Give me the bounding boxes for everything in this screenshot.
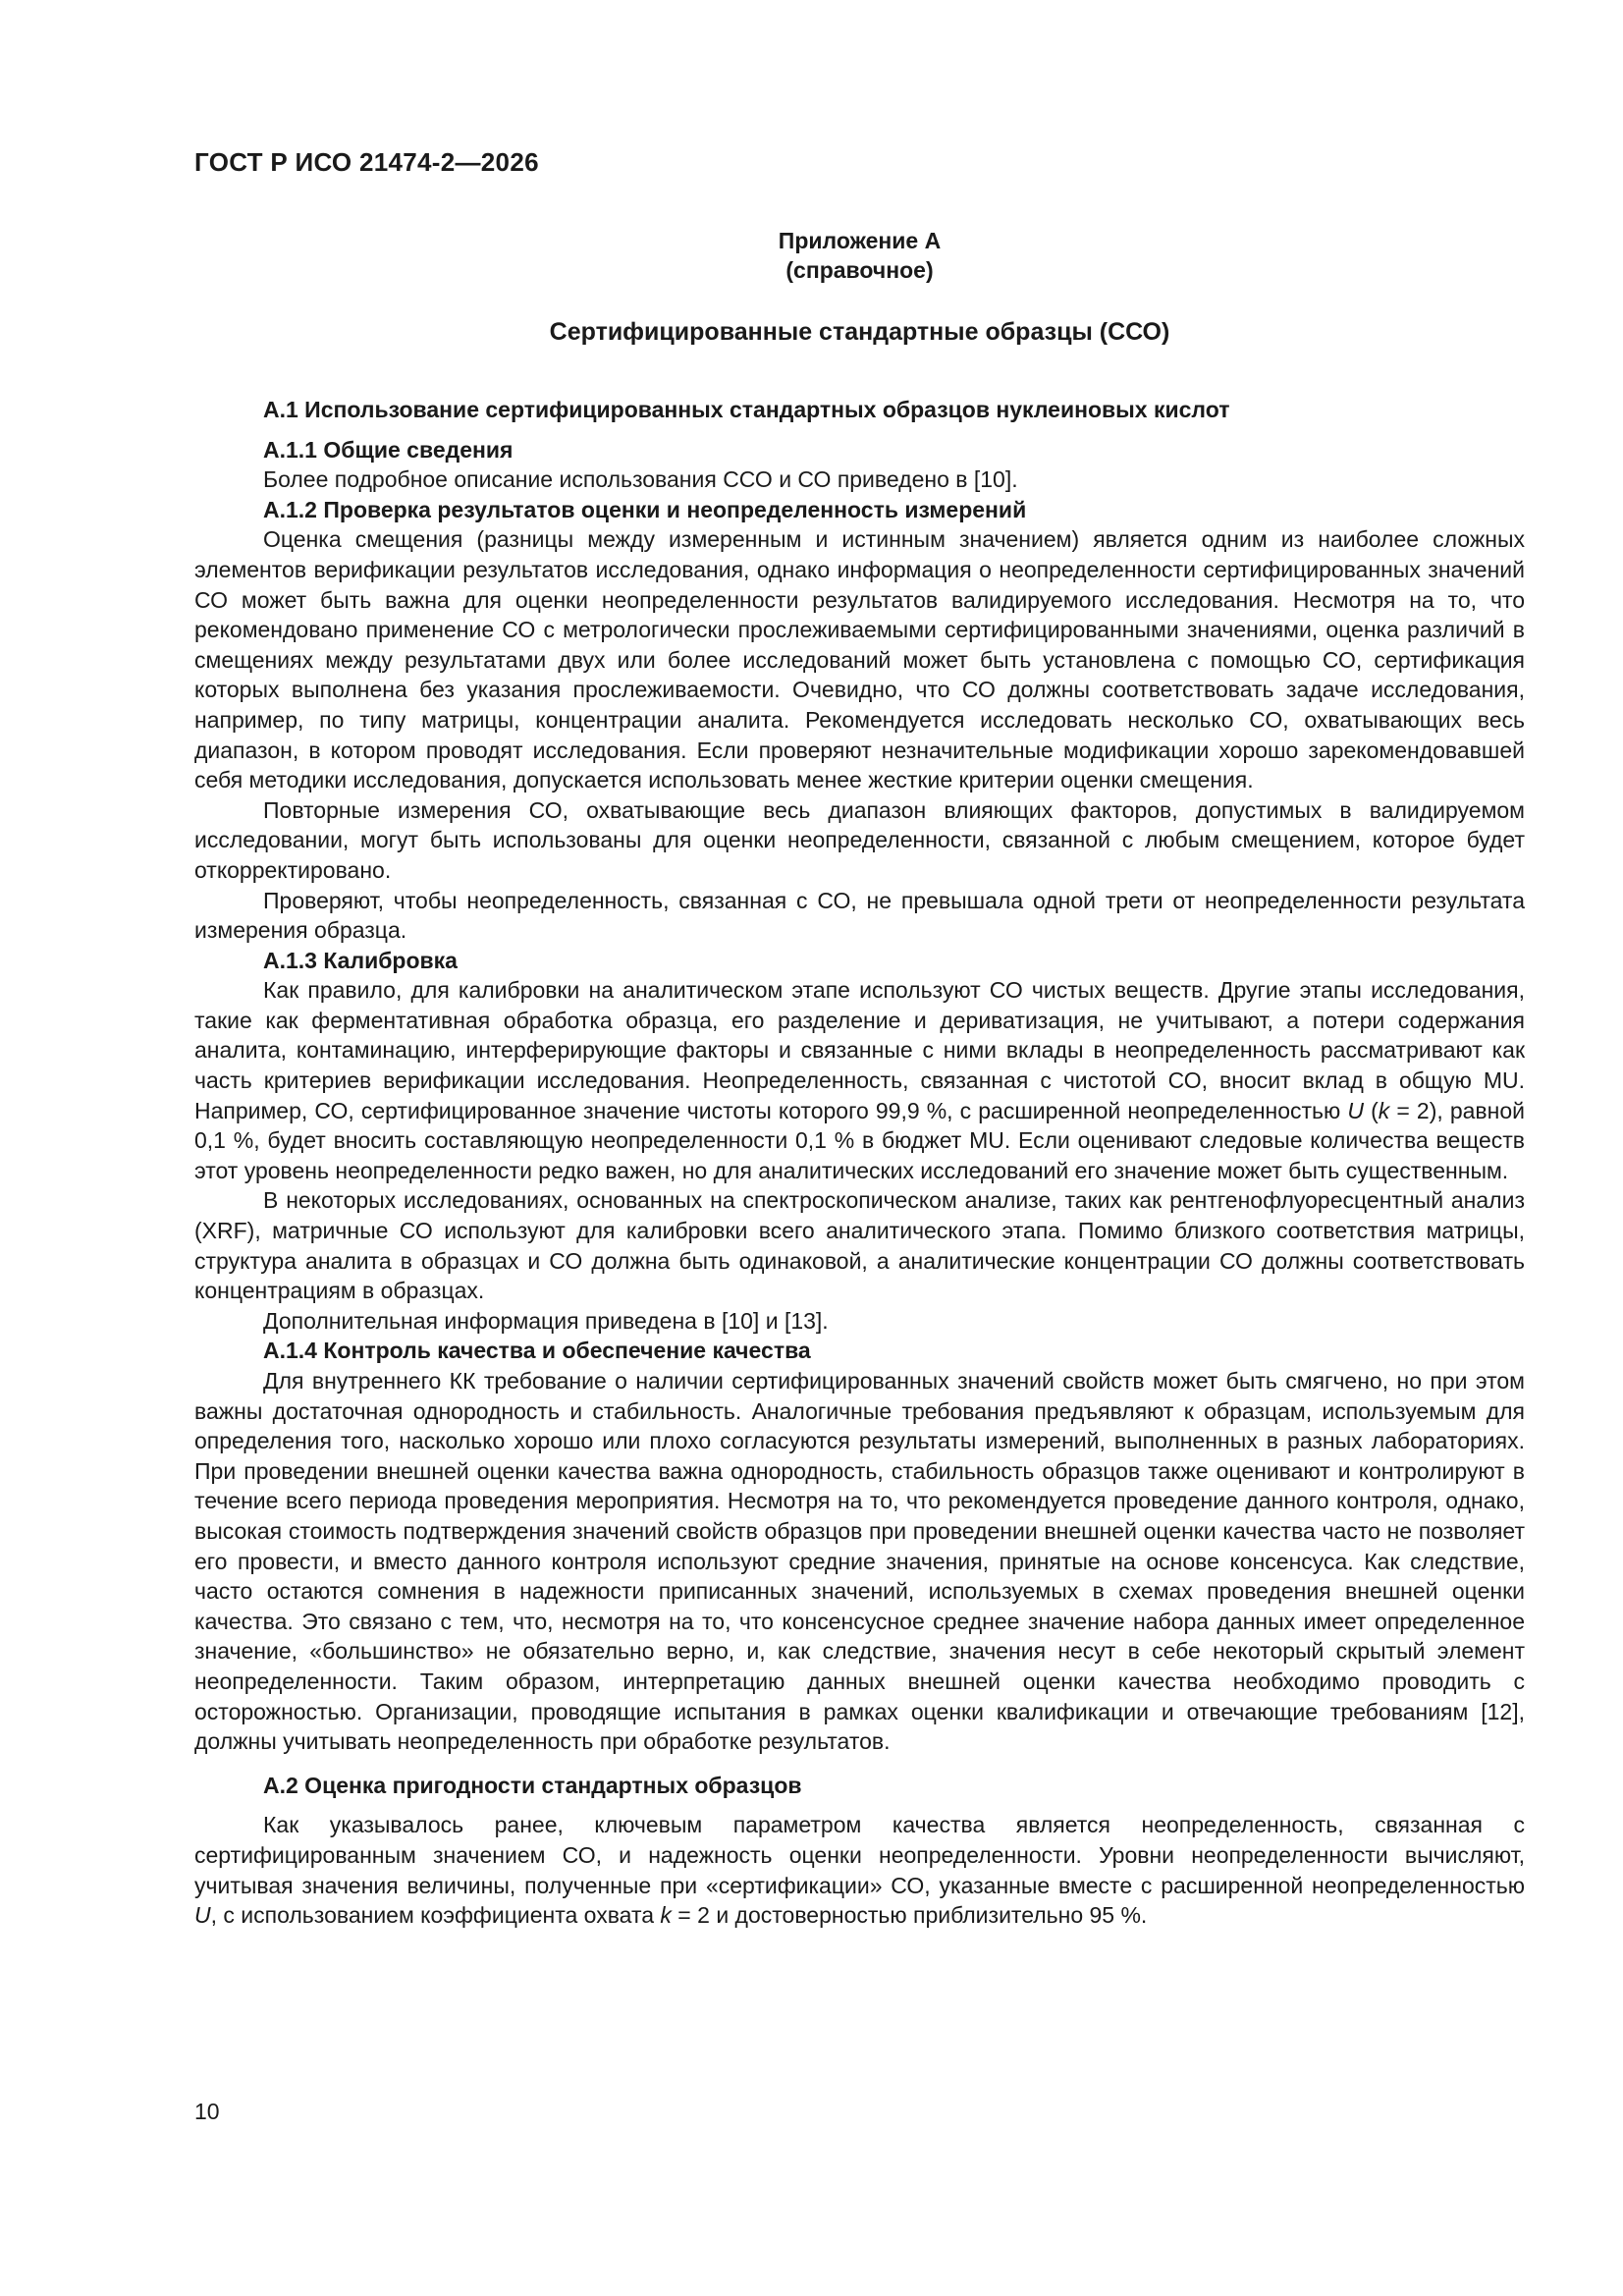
paragraph: Повторные измерения СО, охватывающие весь диапазон влияющих факторов, допустимых в валидируемом исследовании, могут быть использованы для оценки неопределенности, связанной с любым смещением, которое будет откорректировано. (194, 796, 1525, 883)
text-run: Как правило, для калибровки на аналитическом этапе используют СО чистых веществ. Другие этапы исследования, такие как ферментативная обработка образца, его разделение и дериватизация, не учитывают, а потери содержания аналита, контаминацию, интерферирующие факторы и связанные с ними вклады в неопределенность рассматривают как часть критериев верификации исследования. Неопределенность, связанная с чистотой СО, вносит вклад в общую MU. Например, СО, сертифицированное значение чистоты которого 99,9 %, с расширенной неопределенностью (194, 977, 1525, 1123)
symbol-k: k (660, 1902, 672, 1929)
section-heading-a14: А.1.4 Контроль качества и обеспечение качества (263, 1338, 811, 1364)
paragraph: Оценка смещения (разницы между измеренным и истинным значением) является одним из наиболее сложных элементов верификации результатов исследования, однако информация о неопределенности сертифицированных значений СО может быть важна для оценки неопределенности результатов валидируемого исследования. Несмотря на то, что рекомендовано применение СО с метрологически прослеживаемыми сертифицированными значениями, оценка различий в смещениях между результатами двух или более исследований может быть установлена с помощью СО, сертификация которых выполнена без указания прослеживаемости. Очевидно, что СО должны соответствовать задаче исследования, например, по типу матрицы, концентрации аналита. Рекомендуется исследовать несколько СО, охватывающих весь диапазон, в котором проводят исследования. Если проверяют незначительные модификации хорошо зарекомендовавшей себя методики исследования, допускается использовать менее жесткие критерии оценки смещения. (194, 526, 1525, 793)
text-run: = 2 и достоверностью приблизительно 95 %. (671, 1902, 1148, 1929)
symbol-U: U (194, 1902, 211, 1929)
paragraph: Более подробное описание использования ССО и СО приведено в [10]. (263, 466, 1018, 493)
document-body (194, 395, 1525, 1931)
paragraph: Дополнительная информация приведена в [10] и [13]. (263, 1307, 829, 1334)
text-run: Как указывалось ранее, ключевым параметром качества является неопределенность, связанная с сертифицированным значением СО, и надежность оценки неопределенности. Уровни неопределенности вычисляют, учитывая значения величины, полученные при «сертификации» СО, указанные вместе с расширенной неопределенностью (194, 1812, 1525, 1898)
section-heading-a11: А.1.1 Общие сведения (263, 436, 514, 463)
paragraph: В некоторых исследованиях, основанных на спектроскопическом анализе, таких как рентгенофлуоресцентный анализ (XRF), матричные СО используют для калибровки всего аналитического этапа. Помимо близкого соответствия матрицы, структура аналита в образцах и СО должна быть одинаковой, а аналитические концентрации СО должны соответствовать концентрациям в образцах. (194, 1187, 1525, 1304)
paragraph (194, 1810, 1525, 1930)
section-heading-a12: А.1.2 Проверка результатов оценки и неопределенность измерений (263, 496, 1027, 522)
annex-title: Приложение А (778, 228, 942, 253)
document-code: ГОСТ Р ИСО 21474-2—2026 (194, 147, 539, 177)
paragraph: Проверяют, чтобы неопределенность, связанная с СО, не превышала одной трети от неопределенности результата измерения образца. (194, 887, 1525, 944)
paragraph: Для внутреннего КК требование о наличии сертифицированных значений свойств может быть смягчено, но при этом важны достаточная однородность и стабильность. Аналогичные требования предъявляют к образцам, используемым для определения того, насколько хорошо или плохо согласуются результаты измерений, выполненных в разных лабораториях. При проведении внешней оценки качества важна однородность, стабильность образцов также оценивают и контролируют в течение всего периода проведения мероприятия. Несмотря на то, что рекомендуется проведение данного контроля, однако, высокая стоимость подтверждения значений свойств образцов при проведении внешней оценки качества часто не позволяет его провести, и вместо данного контроля используют средние значения, принятые на основе консенсуса. Как следствие, часто остаются сомнения в надежности приписанных значений, используемых в схемах проведения внешней оценки качества. Это связано с тем, что, несмотря на то, что консенсусное среднее значение набора данных имеет определенное значение, «большинство» не обязательно верно, и, как следствие, значения несут в себе некоторый скрытый элемент неопределенности. Таким образом, интерпретацию данных внешней оценки качества необходимо проводить с осторожностью. Организации, проводящие испытания в рамках оценки квалификации и отвечающие требованиям [12], должны учитывать неопределенность при обработке результатов. (194, 1368, 1525, 1755)
annex-kind: (справочное) (785, 257, 934, 283)
paragraph (194, 975, 1525, 1185)
text-run: = 2), равной 0,1 %, будет вносить составляющую неопределенности 0,1 % в бюджет MU. Если оценивают следовые количества веществ этот уровень неопределенности редко важен, но для аналитических исследований его значение может быть существенным. (194, 1097, 1525, 1183)
section-heading-a13: А.1.3 Калибровка (263, 947, 458, 973)
symbol-k: k (1378, 1097, 1390, 1123)
text-run: , с использованием коэффициента охвата (210, 1902, 661, 1929)
annex-heading: Сертифицированные стандартные образцы (ССО) (549, 318, 1170, 346)
section-heading-a1: А.1 Использование сертифицированных стандартных образцов нуклеиновых кислот (263, 397, 1230, 422)
section-heading-a2: А.2 Оценка пригодности стандартных образцов (263, 1772, 802, 1798)
symbol-U: U (1347, 1097, 1365, 1123)
page-number: 10 (194, 2099, 220, 2124)
text-run: ( (1364, 1097, 1379, 1123)
